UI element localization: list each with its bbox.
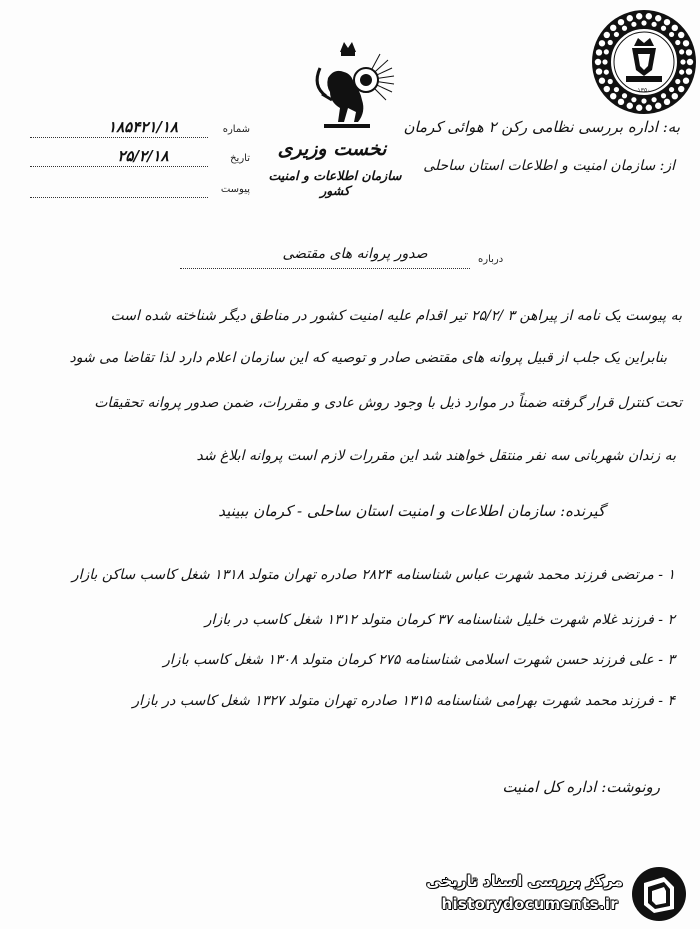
government-title: نخست وزیری xyxy=(277,138,387,160)
number-label: شماره xyxy=(222,124,250,135)
address-to: به: اداره بررسی نظامی رکن ۲ هوائی کرمان xyxy=(403,118,680,136)
list-item: ۴ - فرزند محمد شهرت بهرامی شناسنامه ۱۳۱۵ صادره تهران متولد ۱۳۲۷ شغل کاسب در بازار xyxy=(132,693,675,709)
recipient-line: گیرنده: سازمان اطلاعات و امنیت استان ساحلی - کرمان ببینید xyxy=(218,502,605,520)
organization-name: سازمان اطلاعات و امنیت کشور xyxy=(268,168,402,198)
watermark-site: historydocuments.ir xyxy=(441,895,618,913)
signature-line: رونوشت: اداره کل امنیت xyxy=(502,778,660,796)
attachment-label: پیوست xyxy=(220,184,250,195)
body-line-4: به زندان شهربانی سه نفر منتقل خواهند شد این مقررات لازم است پروانه ابلاغ شد xyxy=(196,448,676,464)
seal-year: ۱۳۵۰ xyxy=(637,87,651,94)
list-item: ۱ - مرتضی فرزند محمد شهرت عباس شناسنامه ۲۸۲۴ صادره تهران متولد ۱۳۱۸ شغل کاسب ساکن بازار xyxy=(71,567,675,583)
list-item: ۳ - علی فرزند حسن شهرت اسلامی شناسنامه ۲۷۵ کرمان متولد ۱۳۰۸ شغل کاسب بازار xyxy=(163,652,675,668)
body-line-2: بنابراین یک جلب از قبیل پروانه های مقتضی صادر و توصیه که این سازمان اعلام دارد لذا تقاضا می شود xyxy=(69,350,667,366)
date-field xyxy=(30,147,250,171)
security-organization-seal-icon xyxy=(590,8,698,116)
body-line-1: به پیوست یک نامه از پیراهن ۳ /۲۵/۲ تیر اقدام علیه امنیت کشور در مناطق دیگر شناخته شده است xyxy=(110,308,682,324)
date-value: ۲۵/۲/۱۸ xyxy=(117,147,169,165)
subject-label: درباره xyxy=(478,254,504,265)
subject-value: صدور پروانه های مقتضی xyxy=(282,246,428,262)
lion-and-sun-emblem-icon xyxy=(300,38,396,138)
document-center-logo-icon xyxy=(630,865,688,923)
number-value: ۱۸۵۴۲۱/۱۸ xyxy=(108,118,178,136)
number-field xyxy=(30,118,250,142)
watermark-name: مرکز بررسی اسناد تاریخی xyxy=(426,872,623,890)
address-from: از: سازمان امنیت و اطلاعات استان ساحلی xyxy=(423,158,675,174)
body-line-3: تحت کنترل قرار گرفته ضمناً در موارد ذیل با وجود روش عادی و مقررات، ضمن صدور پروانه تحقیقات xyxy=(94,395,682,411)
list-item: ۲ - فرزند غلام شهرت خلیل شناسنامه ۳۷ کرمان متولد ۱۳۱۲ شغل کاسب در بازار xyxy=(204,612,675,628)
attachment-field xyxy=(30,182,250,202)
date-label: تاریخ xyxy=(230,153,250,164)
